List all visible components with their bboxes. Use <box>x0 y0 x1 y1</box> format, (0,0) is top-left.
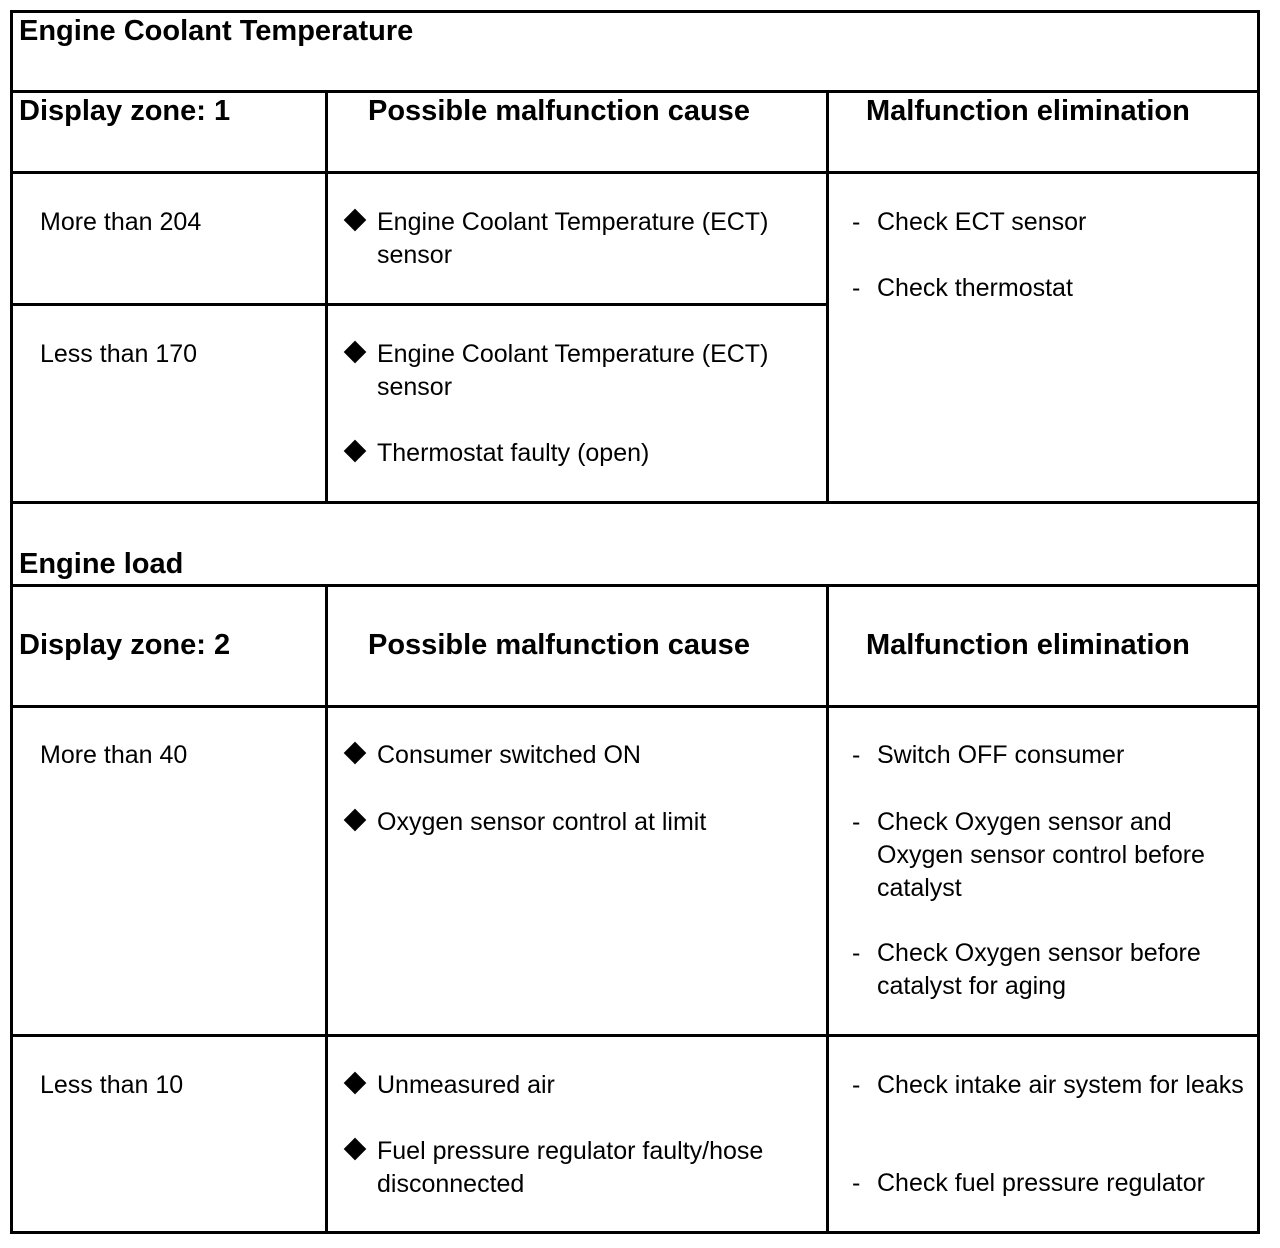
dash-bullet: - <box>852 208 861 236</box>
divider <box>10 303 828 306</box>
fix-item <box>852 1167 1247 1200</box>
dash-bullet: - <box>852 939 861 967</box>
cause-item <box>340 806 810 839</box>
fix-text: Check Oxygen sensor before catalyst for aging <box>877 939 1201 1000</box>
dash-bullet: - <box>852 1071 861 1099</box>
cause-text: Unmeasured air <box>377 1071 555 1099</box>
column-divider <box>325 584 328 1234</box>
column-divider <box>325 90 328 504</box>
column-divider <box>826 90 829 504</box>
dash-bullet: - <box>852 274 861 302</box>
range-label: More than 40 <box>40 741 188 769</box>
dash-bullet: - <box>852 1169 861 1197</box>
cause-text: Fuel pressure regulator faulty/hose disconnected <box>377 1137 764 1198</box>
cause-item <box>340 1069 810 1102</box>
fix-item <box>852 272 1247 305</box>
divider <box>10 90 1260 93</box>
column-divider <box>826 584 829 1234</box>
range-label: Less than 170 <box>40 340 198 368</box>
cause-item <box>340 338 810 404</box>
fix-text: Check fuel pressure regulator <box>877 1169 1205 1197</box>
fix-item <box>852 806 1247 905</box>
range-label: Less than 10 <box>40 1071 184 1099</box>
cause-text: Consumer switched ON <box>377 741 641 769</box>
dash-bullet: - <box>852 741 861 769</box>
cause-header: Possible malfunction cause <box>368 95 750 127</box>
fix-item <box>852 937 1247 1003</box>
fix-text: Check ECT sensor <box>877 208 1087 236</box>
section-title-load: Engine load <box>19 548 184 580</box>
dash-bullet: - <box>852 808 861 836</box>
divider <box>10 501 1260 504</box>
divider <box>10 1034 1260 1037</box>
table-frame <box>10 10 1260 1234</box>
cause-text: Engine Coolant Temperature (ECT) sensor <box>377 208 769 269</box>
divider <box>10 171 1260 174</box>
cause-header: Possible malfunction cause <box>368 629 750 661</box>
fix-text: Check intake air system for leaks <box>877 1071 1244 1099</box>
cause-item <box>340 1135 810 1201</box>
cause-text: Thermostat faulty (open) <box>377 439 650 467</box>
cause-text: Oxygen sensor control at limit <box>377 808 707 836</box>
fix-header: Malfunction elimination <box>866 629 1190 661</box>
fix-text: Switch OFF consumer <box>877 741 1125 769</box>
fix-item <box>852 739 1247 772</box>
cause-item <box>340 739 810 772</box>
divider <box>10 584 1260 587</box>
cause-item <box>340 437 810 470</box>
section-title-coolant: Engine Coolant Temperature <box>19 15 414 47</box>
range-label: More than 204 <box>40 208 202 236</box>
fix-item <box>852 206 1247 239</box>
divider <box>10 705 1260 708</box>
cause-item <box>340 206 810 272</box>
fix-text: Check Oxygen sensor and Oxygen sensor control before catalyst <box>877 808 1205 902</box>
zone-label-load: Display zone: 2 <box>19 629 231 661</box>
cause-text: Engine Coolant Temperature (ECT) sensor <box>377 340 769 401</box>
fix-text: Check thermostat <box>877 274 1073 302</box>
fix-header: Malfunction elimination <box>866 95 1190 127</box>
zone-label-coolant: Display zone: 1 <box>19 95 231 127</box>
fix-item <box>852 1069 1247 1102</box>
